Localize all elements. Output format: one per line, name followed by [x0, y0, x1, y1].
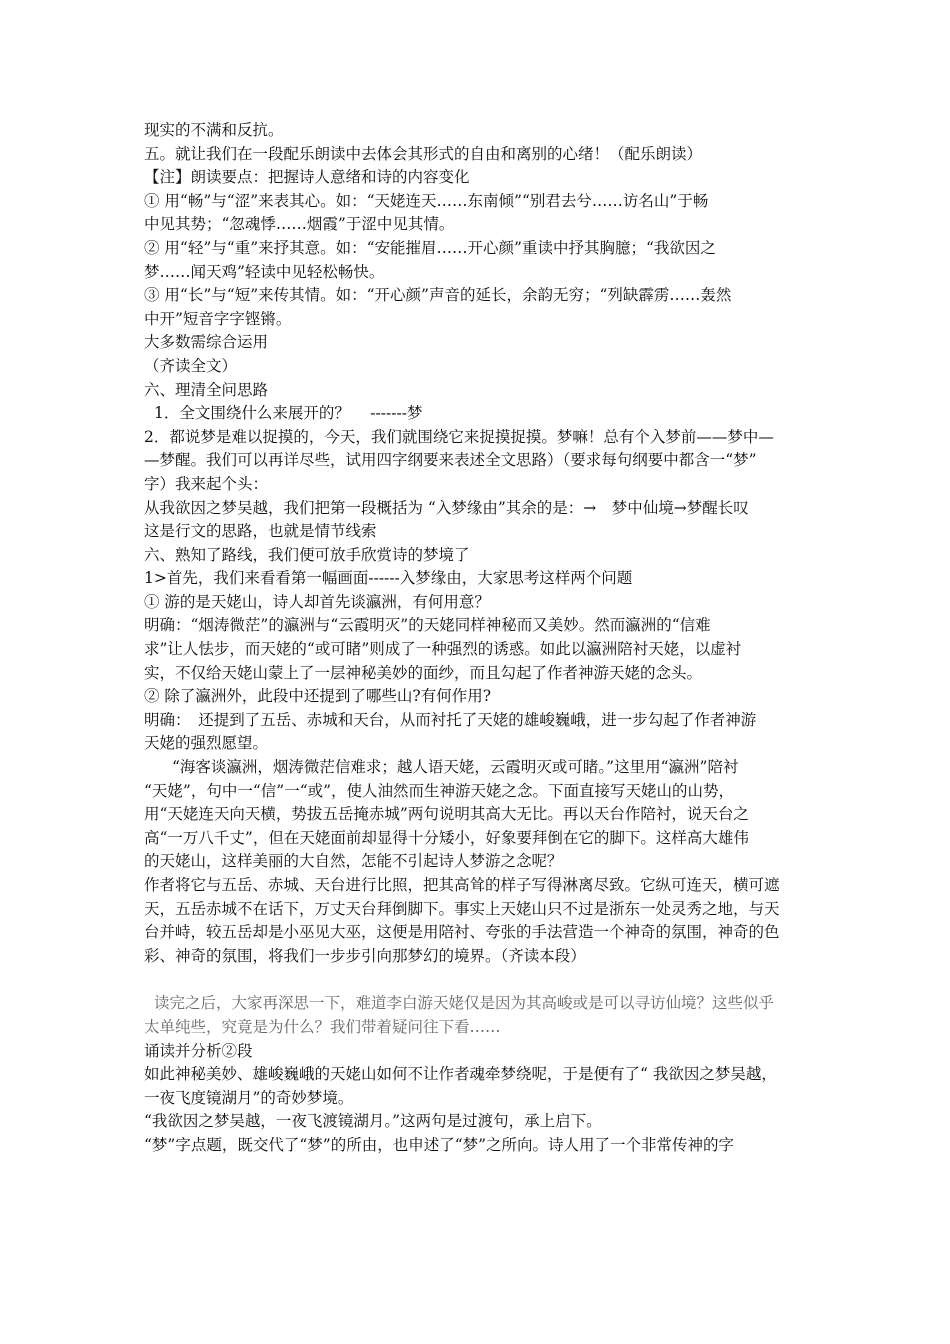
text-line: 五。就让我们在一段配乐朗读中去体会其形式的自由和离别的心绪！（配乐朗读） — [144, 144, 703, 163]
text-line: 明确：“烟涛微茫”的瀛洲与“云霞明灭”的天姥同样神秘而又美妙。然而瀛洲的“信难 — [144, 616, 711, 635]
text-line: 彩、神奇的氛围，将我们一步步引向那梦幻的境界。（齐读本段） — [144, 946, 586, 965]
text-line: 天，五岳赤城不在话下，万丈天台拜倒脚下。事实上天姥山只不过是浙东一处灵秀之地，与天 — [144, 899, 780, 918]
text-line: （齐读全文） — [144, 356, 238, 375]
text-line: 求”让人怯步，而天姥的“或可睹”则成了一种强烈的诱惑。如此以瀛洲陪衬天姥，以虚衬 — [144, 640, 742, 659]
document-body — [144, 119, 816, 1158]
text-line: 从我欲因之梦吴越，我们把第一段概括为 “入梦缘由”其余的是：→ 梦中仙境→梦醒长叹 — [144, 498, 749, 517]
section-heading: 六、熟知了路线，我们便可放手欣赏诗的梦境了 — [144, 545, 470, 564]
paragraph-group-c — [144, 780, 816, 969]
text-line: ① 游的是天姥山，诗人却首先谈瀛洲，有何用意？ — [144, 592, 490, 611]
text-line: 2．都说梦是难以捉摸的，今天，我们就围绕它来捉摸捉摸。梦嘛！总有个入梦前——梦中— — [144, 427, 774, 446]
text-line: 字）我来起个头： — [144, 474, 269, 493]
text-line: 【注】朗读要点：把握诗人意绪和诗的内容变化 — [144, 168, 470, 187]
quote-line: “海客谈瀛洲，烟涛微茫信难求；越人语天姥，云霞明灭或可睹。”这里用“瀛洲”陪衬 — [172, 758, 739, 777]
paragraph-group-b — [144, 426, 816, 756]
text-line: 现实的不满和反抗。 — [144, 121, 284, 139]
text-line: “梦”字点题，既交代了“梦”的所由，也申述了“梦”之所向。诗人用了一个非常传神的字 — [144, 1135, 735, 1154]
text-line: 明确： 还提到了五岳、赤城和天台，从而衬托了天姥的雄峻巍峨，进一步勾起了作者神游 — [144, 710, 757, 729]
text-line: 读完之后，大家再深思一下，难道李白游天姥仅是因为其高峻或是可以寻访仙境？这些似乎 — [154, 994, 775, 1013]
text-line: 一夜飞度镜湖月”的奇妙梦境。 — [144, 1088, 354, 1107]
section-heading: 六、理清全问思路 — [144, 380, 269, 399]
text-line: 如此神秘美妙、雄峻巍峨的天姥山如何不让作者魂牵梦绕呢，于是便有了“ 我欲因之梦吴越， — [144, 1065, 777, 1084]
text-line: 用“天姥连天向天横，势拔五岳掩赤城”两句说明其高大无比。再以天台作陪衬，说天台之 — [144, 805, 749, 824]
text-line: 太单纯些，究竟是为什么？我们带着疑问往下看…… — [144, 1017, 501, 1036]
paragraph-group-d — [144, 1040, 816, 1158]
section-heading: 诵读并分析②段 — [144, 1041, 253, 1060]
text-line: 的天姥山，这样美丽的大自然，怎能不引起诗人梦游之念呢？ — [144, 852, 563, 871]
text-line: 这是行文的思路，也就是情节线索 — [144, 522, 377, 541]
text-line: ② 用“轻”与“重”来抒其意。如：“安能摧眉……开心颜”重读中抒其胸臆；“我欲因之 — [144, 238, 716, 257]
text-line: ③ 用“长”与“短”来传其情。如：“开心颜”声音的延长，余韵无穷；“列缺霹雳……轰然 — [144, 286, 732, 305]
text-line: ① 用“畅”与“涩”来表其心。如：“天姥连天……东南倾”“别君去兮……访名山”于畅 — [144, 191, 709, 210]
text-line: 梦……闻天鸡”轻读中见轻松畅快。 — [144, 262, 385, 281]
paragraph-spacer — [144, 968, 816, 992]
paragraph-group-grey — [144, 992, 816, 1039]
text-line: 天姥的强烈愿望。 — [144, 734, 269, 753]
paragraph-group-a — [144, 119, 816, 402]
text-line: “我欲因之梦吴越，一夜飞渡镜湖月。”这两句是过渡句，承上启下。 — [144, 1112, 602, 1131]
question-line: 1．全文围绕什么来展开的？ -------梦 — [154, 404, 423, 423]
text-line: ② 除了瀛洲外，此段中还提到了哪些山?有何作用? — [144, 687, 492, 706]
text-line: “天姥”，句中一“信”一“或”，使人油然而生神游天姥之念。下面直接写天姥山的山势， — [144, 781, 735, 800]
text-line: 高“一万八千丈”，但在天姥面前却显得十分矮小，好象要拜倒在它的脚下。这样高大雄伟 — [144, 828, 749, 847]
text-line: 台并峙，较五岳却是小巫见大巫，这便是用陪衬、夸张的手法营造一个神奇的氛围，神奇的色 — [144, 923, 780, 942]
text-line: 1>首先，我们来看看第一幅画面------入梦缘由，大家思考这样两个问题 — [144, 569, 633, 588]
text-line: 中见其势；“忽魂悸……烟霞”于涩中见其情。 — [144, 215, 455, 234]
text-line: —梦醒。我们可以再详尽些，试用四字纲要来表述全文思路）（要求每句纲要中都含一“梦” — [144, 451, 757, 470]
text-line: 大多数需综合运用 — [144, 333, 269, 352]
text-line: 中开”短音字字铿锵。 — [144, 309, 292, 328]
text-line: 作者将它与五岳、赤城、天台进行比照，把其高耸的样子写得淋离尽致。它纵可连天，横可遮 — [144, 876, 780, 894]
text-line: 实，不仅给天姥山蒙上了一层神秘美妙的面纱，而且勾起了作者神游天姥的念头。 — [144, 663, 703, 682]
